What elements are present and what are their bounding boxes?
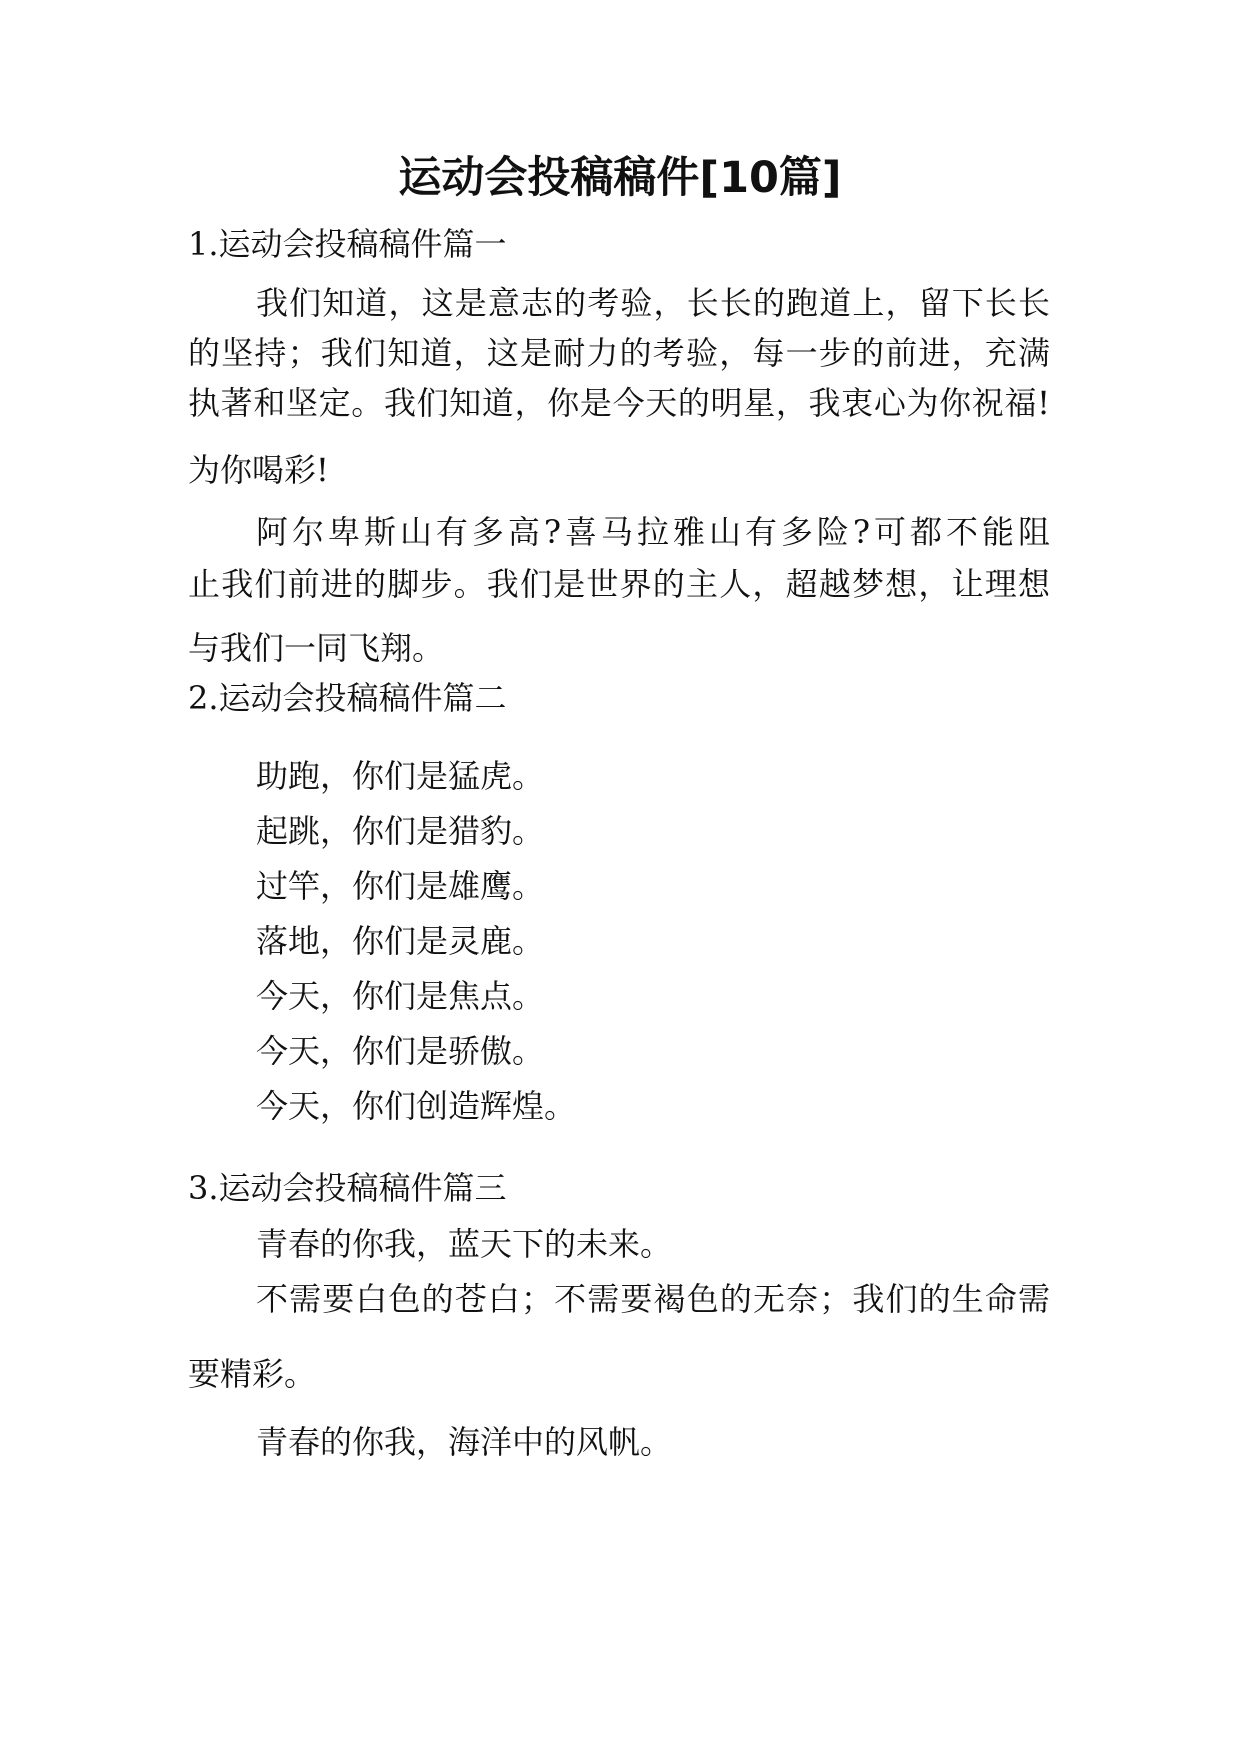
poem-line: 过竿，你们是雄鹰。	[256, 867, 545, 905]
paragraph-line: 我们知道，这是意志的考验，长长的跑道上，留下长长	[256, 284, 1050, 322]
paragraph-line: 与我们一同飞翔。	[188, 629, 445, 667]
poem-line: 今天，你们创造辉煌。	[256, 1087, 577, 1125]
paragraph-line: 执著和坚定。我们知道，你是今天的明星，我衷心为你祝福!	[188, 384, 1050, 422]
paragraph-line: 不需要白色的苍白；不需要褐色的无奈；我们的生命需	[256, 1280, 1050, 1318]
paragraph-line: 为你喝彩!	[188, 451, 329, 489]
poem-line: 今天，你们是骄傲。	[256, 1032, 545, 1070]
paragraph-line: 止我们前进的脚步。我们是世界的主人，超越梦想，让理想	[188, 565, 1050, 603]
paragraph-line: 青春的你我，海洋中的风帆。	[256, 1423, 673, 1461]
paragraph-line: 阿尔卑斯山有多高?喜马拉雅山有多险?可都不能阻	[256, 513, 1050, 551]
section-heading: 3.运动会投稿稿件篇三	[188, 1169, 507, 1207]
poem-line: 助跑，你们是猛虎。	[256, 757, 545, 795]
section-heading: 2.运动会投稿稿件篇二	[188, 679, 507, 717]
paragraph-line: 要精彩。	[188, 1355, 317, 1393]
document-title: 运动会投稿稿件[10篇]	[398, 153, 842, 203]
poem-line: 起跳，你们是猎豹。	[256, 812, 545, 850]
paragraph-line: 的坚持；我们知道，这是耐力的考验，每一步的前进，充满	[188, 334, 1050, 372]
paragraph-line: 青春的你我，蓝天下的未来。	[256, 1225, 673, 1263]
poem-line: 落地，你们是灵鹿。	[256, 922, 545, 960]
poem-line: 今天，你们是焦点。	[256, 977, 545, 1015]
section-heading: 1.运动会投稿稿件篇一	[188, 225, 507, 263]
